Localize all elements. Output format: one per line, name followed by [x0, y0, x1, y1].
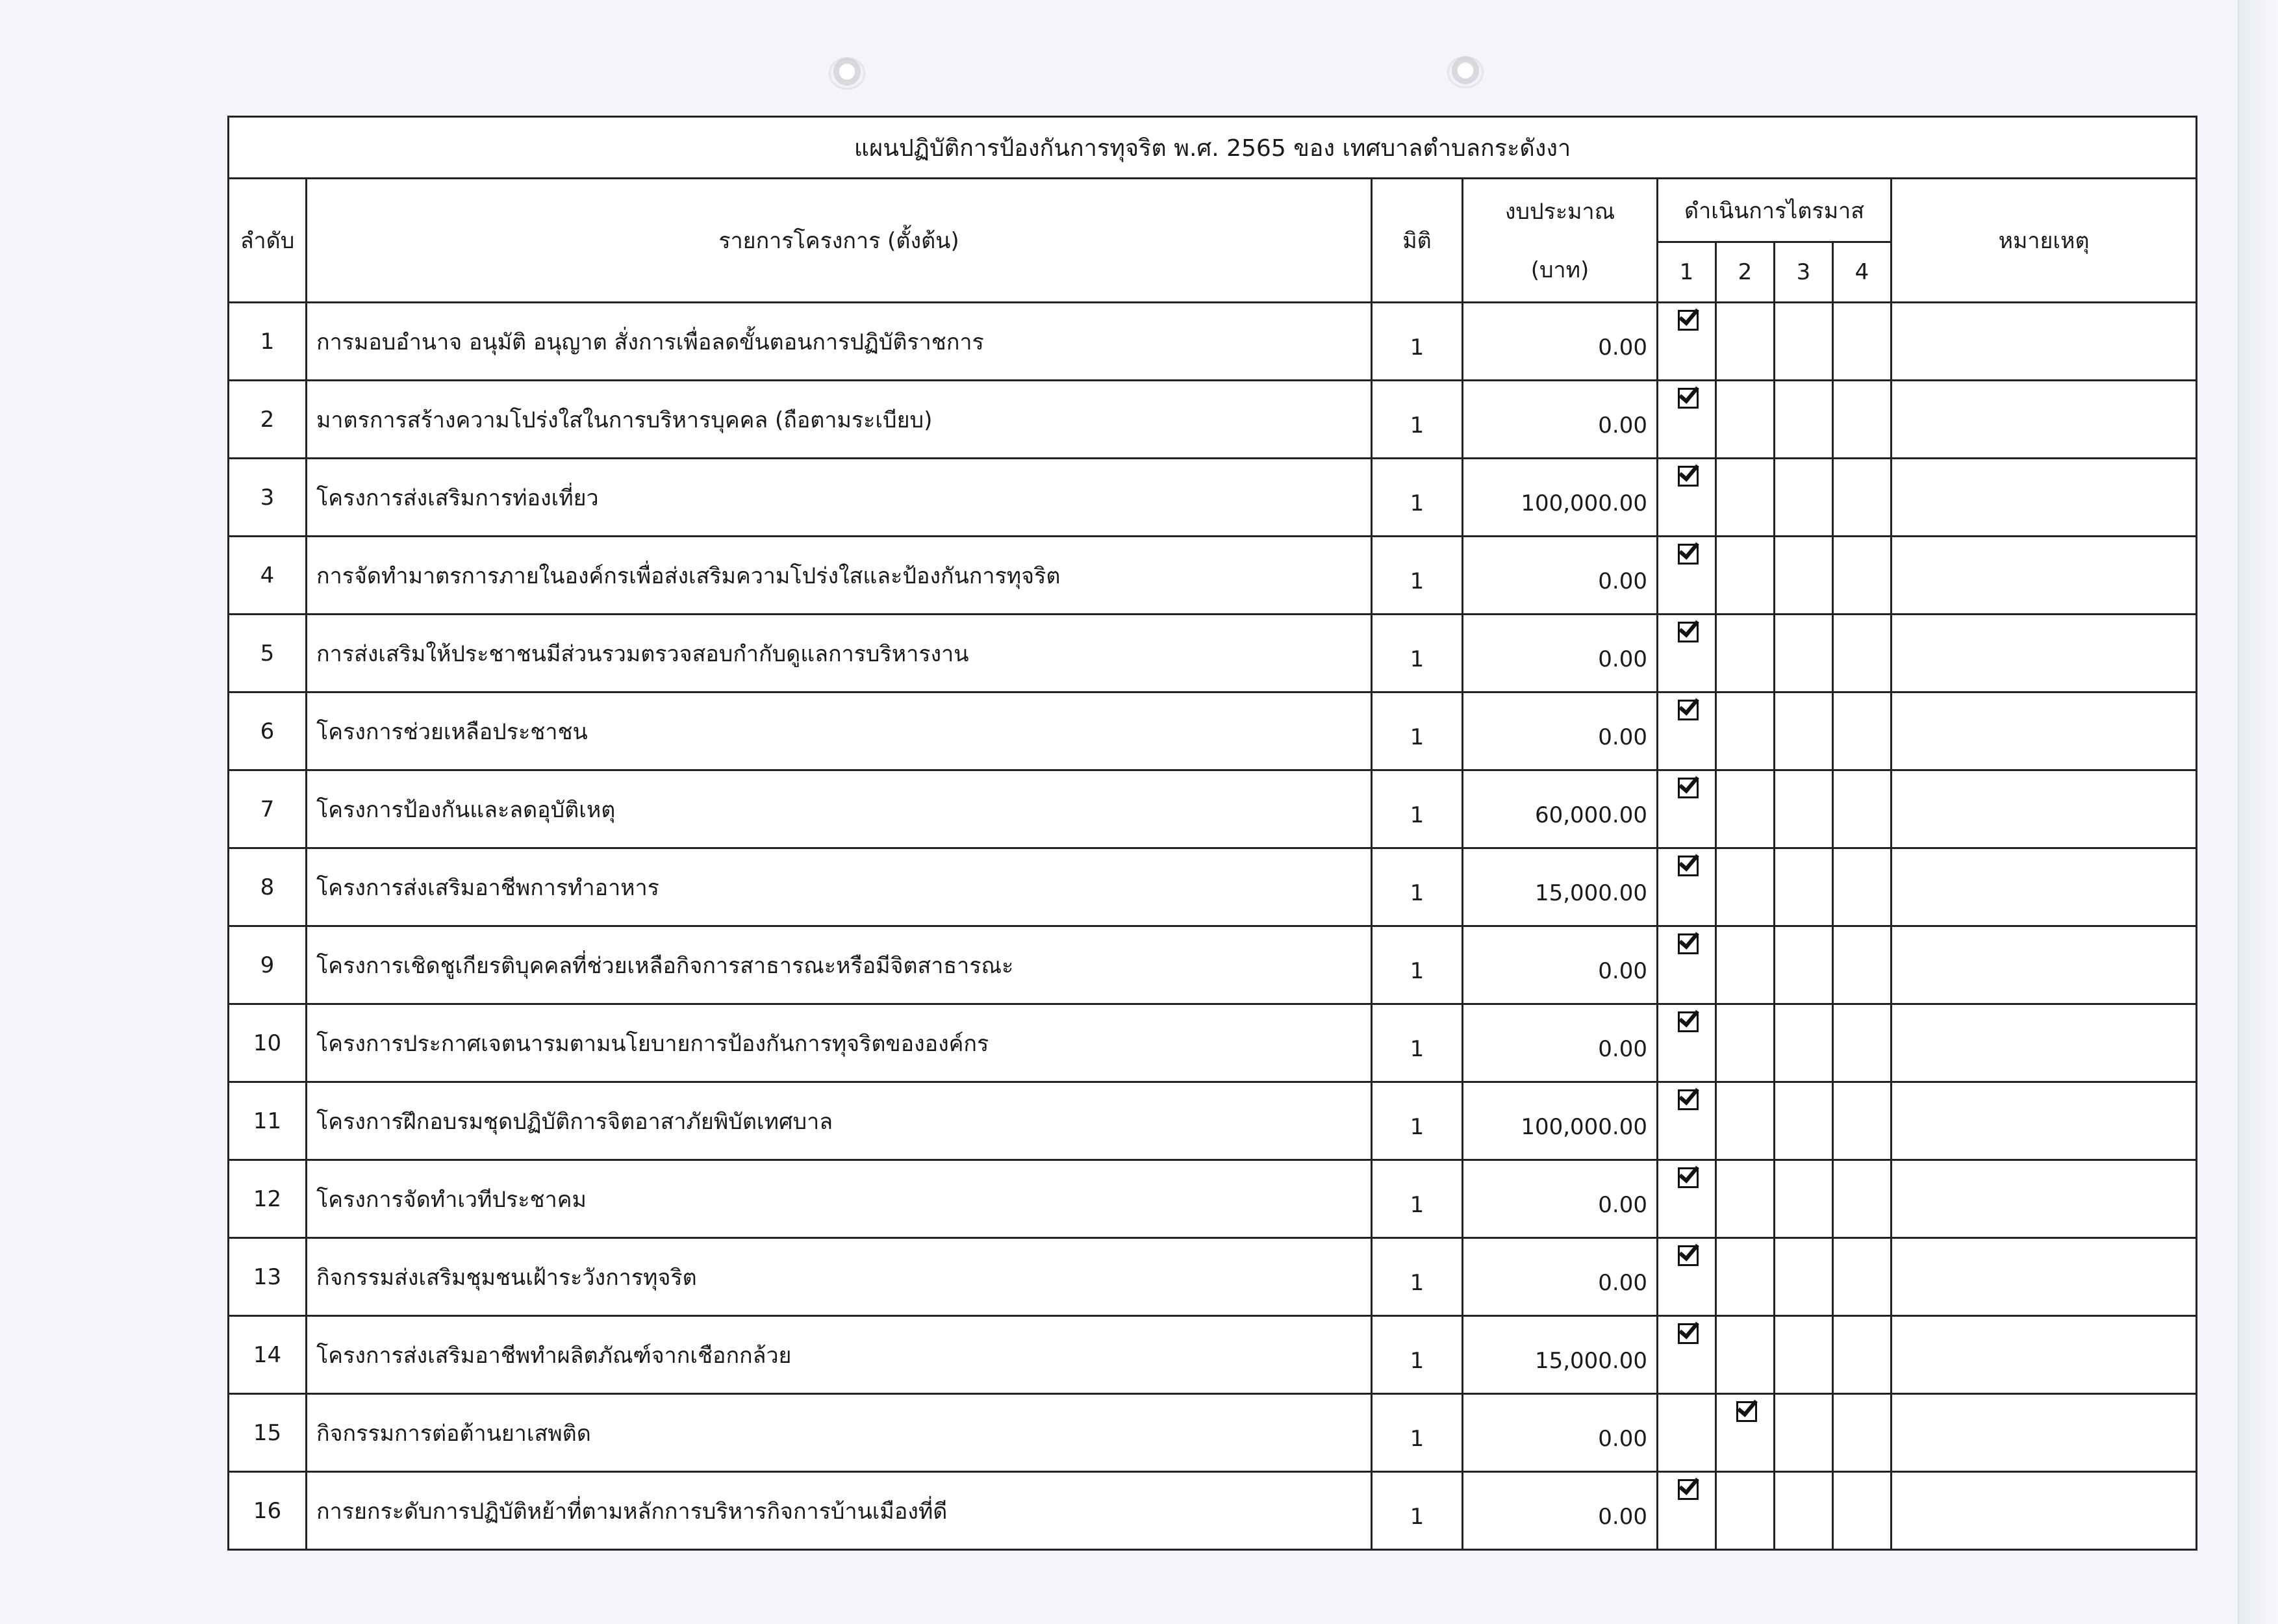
table-row — [229, 1004, 2197, 1082]
row-remark — [1892, 1394, 2197, 1472]
checkmark-icon — [1678, 1089, 1699, 1110]
table-row — [229, 459, 2197, 537]
row-quarter-4 — [1833, 459, 1892, 537]
checkmark-icon — [1678, 1167, 1699, 1188]
row-quarter-2 — [1716, 615, 1775, 692]
checkmark-icon — [1678, 466, 1699, 487]
checkmark-icon — [1678, 622, 1699, 642]
header-order: ลำดับ — [229, 179, 307, 303]
row-project-name: โครงการเชิดชูเกียรติบุคคลที่ช่วยเหลือกิจการสาธารณะหรือมีจิตสาธารณะ — [307, 926, 1372, 1004]
row-quarter-2 — [1716, 770, 1775, 848]
header-budget-line1: งบประมาณ — [1504, 199, 1615, 225]
row-order: 11 — [229, 1082, 307, 1160]
row-project-name: กิจกรรมส่งเสริมชุมชนเฝ้าระวังการทุจริต — [307, 1238, 1372, 1316]
row-quarter-4 — [1833, 1394, 1892, 1472]
row-quarter-2 — [1716, 459, 1775, 537]
row-dimension: 1 — [1372, 537, 1463, 615]
row-quarter-3 — [1775, 848, 1833, 926]
header-budget — [1463, 179, 1658, 303]
row-dimension: 1 — [1372, 1316, 1463, 1394]
row-quarter-2 — [1716, 1472, 1775, 1550]
table-row — [229, 770, 2197, 848]
row-quarter-4 — [1833, 1316, 1892, 1394]
row-quarter-1 — [1658, 459, 1716, 537]
row-quarter-3 — [1775, 692, 1833, 770]
row-project-name: โครงการฝึกอบรมชุดปฏิบัติการจิตอาสาภัยพิบัตเทศบาล — [307, 1082, 1372, 1160]
row-quarter-2 — [1716, 1394, 1775, 1472]
header-budget-line2: (บาท) — [1530, 257, 1589, 283]
table-row — [229, 303, 2197, 381]
row-order: 1 — [229, 303, 307, 381]
row-dimension: 1 — [1372, 1472, 1463, 1550]
row-budget: 60,000.00 — [1463, 770, 1658, 848]
row-project-name: กิจกรรมการต่อต้านยาเสพติด — [307, 1394, 1372, 1472]
row-project-name: โครงการจัดทำเวทีประชาคม — [307, 1160, 1372, 1238]
checkmark-icon — [1678, 544, 1699, 565]
row-remark — [1892, 615, 2197, 692]
row-order: 9 — [229, 926, 307, 1004]
paper-edge — [2238, 0, 2278, 1624]
row-quarter-4 — [1833, 692, 1892, 770]
row-order: 16 — [229, 1472, 307, 1550]
row-quarter-4 — [1833, 381, 1892, 459]
row-order: 6 — [229, 692, 307, 770]
row-quarter-3 — [1775, 303, 1833, 381]
row-remark — [1892, 1238, 2197, 1316]
row-project-name: โครงการป้องกันและลดอุบัติเหตุ — [307, 770, 1372, 848]
row-quarter-4 — [1833, 615, 1892, 692]
table-row — [229, 1394, 2197, 1472]
row-project-name: การมอบอำนาจ อนุมัติ อนุญาต สั่งการเพื่อลดขั้นตอนการปฏิบัติราชการ — [307, 303, 1372, 381]
row-dimension: 1 — [1372, 459, 1463, 537]
checkmark-icon — [1678, 1323, 1699, 1344]
row-budget: 0.00 — [1463, 1160, 1658, 1238]
header-quarter: ดำเนินการไตรมาส — [1658, 179, 1892, 242]
row-quarter-2 — [1716, 537, 1775, 615]
row-remark — [1892, 770, 2197, 848]
row-budget: 0.00 — [1463, 303, 1658, 381]
table-body — [229, 303, 2197, 1550]
row-quarter-1 — [1658, 1004, 1716, 1082]
row-quarter-3 — [1775, 537, 1833, 615]
header-q4: 4 — [1833, 242, 1892, 303]
row-project-name: การจัดทำมาตรการภายในองค์กรเพื่อส่งเสริมความโปร่งใสและป้องกันการทุจริต — [307, 537, 1372, 615]
table-row — [229, 537, 2197, 615]
row-quarter-2 — [1716, 1238, 1775, 1316]
row-remark — [1892, 459, 2197, 537]
row-project-name: โครงการส่งเสริมอาชีพการทำอาหาร — [307, 848, 1372, 926]
row-budget: 100,000.00 — [1463, 1082, 1658, 1160]
row-budget: 0.00 — [1463, 926, 1658, 1004]
header-remark: หมายเหตุ — [1892, 179, 2197, 303]
row-remark — [1892, 1082, 2197, 1160]
row-budget: 0.00 — [1463, 1472, 1658, 1550]
header-project: รายการโครงการ (ตั้งต้น) — [307, 179, 1372, 303]
row-quarter-3 — [1775, 1160, 1833, 1238]
row-dimension: 1 — [1372, 303, 1463, 381]
row-dimension: 1 — [1372, 1082, 1463, 1160]
row-quarter-2 — [1716, 303, 1775, 381]
checkmark-icon — [1678, 1479, 1699, 1500]
row-quarter-1 — [1658, 770, 1716, 848]
row-order: 4 — [229, 537, 307, 615]
row-budget: 0.00 — [1463, 381, 1658, 459]
row-remark — [1892, 303, 2197, 381]
row-quarter-4 — [1833, 1082, 1892, 1160]
row-budget: 0.00 — [1463, 1238, 1658, 1316]
row-quarter-3 — [1775, 1394, 1833, 1472]
row-remark — [1892, 1472, 2197, 1550]
row-quarter-2 — [1716, 848, 1775, 926]
row-quarter-3 — [1775, 615, 1833, 692]
checkmark-icon — [1678, 700, 1699, 720]
row-quarter-2 — [1716, 926, 1775, 1004]
row-quarter-4 — [1833, 1238, 1892, 1316]
table-row — [229, 848, 2197, 926]
row-quarter-1 — [1658, 1160, 1716, 1238]
row-remark — [1892, 537, 2197, 615]
row-quarter-2 — [1716, 1082, 1775, 1160]
row-dimension: 1 — [1372, 1394, 1463, 1472]
row-quarter-1 — [1658, 537, 1716, 615]
row-remark — [1892, 848, 2197, 926]
table-row — [229, 692, 2197, 770]
table-row — [229, 1082, 2197, 1160]
row-remark — [1892, 926, 2197, 1004]
row-quarter-3 — [1775, 1472, 1833, 1550]
row-dimension: 1 — [1372, 1004, 1463, 1082]
row-remark — [1892, 1316, 2197, 1394]
row-quarter-2 — [1716, 1004, 1775, 1082]
row-project-name: การยกระดับการปฏิบัติหย้าที่ตามหลักการบริหารกิจการบ้านเมืองที่ดี — [307, 1472, 1372, 1550]
table-row — [229, 1160, 2197, 1238]
row-order: 7 — [229, 770, 307, 848]
row-quarter-4 — [1833, 1472, 1892, 1550]
row-quarter-3 — [1775, 459, 1833, 537]
row-order: 13 — [229, 1238, 307, 1316]
punch-hole-right — [1447, 56, 1484, 88]
row-quarter-4 — [1833, 770, 1892, 848]
checkmark-icon — [1678, 1245, 1699, 1266]
row-quarter-4 — [1833, 848, 1892, 926]
row-quarter-2 — [1716, 381, 1775, 459]
row-budget: 0.00 — [1463, 615, 1658, 692]
row-order: 8 — [229, 848, 307, 926]
row-quarter-4 — [1833, 1160, 1892, 1238]
row-dimension: 1 — [1372, 926, 1463, 1004]
checkmark-icon — [1736, 1401, 1757, 1422]
punch-hole-left — [829, 57, 865, 90]
row-remark — [1892, 1160, 2197, 1238]
table-row — [229, 381, 2197, 459]
row-quarter-3 — [1775, 926, 1833, 1004]
checkmark-icon — [1678, 933, 1699, 954]
action-plan-table — [227, 116, 2197, 1551]
header-q1: 1 — [1658, 242, 1716, 303]
row-quarter-2 — [1716, 1316, 1775, 1394]
table-row — [229, 926, 2197, 1004]
row-remark — [1892, 1004, 2197, 1082]
checkmark-icon — [1678, 856, 1699, 876]
row-quarter-2 — [1716, 692, 1775, 770]
row-quarter-1 — [1658, 692, 1716, 770]
row-remark — [1892, 692, 2197, 770]
row-quarter-1 — [1658, 1472, 1716, 1550]
row-project-name: การส่งเสริมให้ประชาชนมีส่วนรวมตรวจสอบกำกับดูแลการบริหารงาน — [307, 615, 1372, 692]
header-q3: 3 — [1775, 242, 1833, 303]
row-quarter-3 — [1775, 1238, 1833, 1316]
row-dimension: 1 — [1372, 848, 1463, 926]
row-budget: 15,000.00 — [1463, 1316, 1658, 1394]
table-row — [229, 1316, 2197, 1394]
row-project-name: โครงการประกาศเจตนารมตามนโยบายการป้องกันการทุจริตขององค์กร — [307, 1004, 1372, 1082]
header-q2: 2 — [1716, 242, 1775, 303]
checkmark-icon — [1678, 310, 1699, 331]
row-order: 14 — [229, 1316, 307, 1394]
row-quarter-2 — [1716, 1160, 1775, 1238]
row-quarter-1 — [1658, 303, 1716, 381]
row-quarter-3 — [1775, 770, 1833, 848]
table-title: แผนปฏิบัติการป้องกันการทุจริต พ.ศ. 2565 ของ เทศบาลตำบลกระดังงา — [229, 117, 2197, 179]
row-budget: 100,000.00 — [1463, 459, 1658, 537]
row-quarter-1 — [1658, 615, 1716, 692]
row-order: 2 — [229, 381, 307, 459]
checkmark-icon — [1678, 778, 1699, 798]
row-budget: 15,000.00 — [1463, 848, 1658, 926]
checkmark-icon — [1678, 388, 1699, 409]
row-order: 12 — [229, 1160, 307, 1238]
row-remark — [1892, 381, 2197, 459]
row-project-name: โครงการส่งเสริมการท่องเที่ยว — [307, 459, 1372, 537]
row-dimension: 1 — [1372, 615, 1463, 692]
row-quarter-3 — [1775, 1316, 1833, 1394]
row-quarter-4 — [1833, 537, 1892, 615]
row-project-name: โครงการส่งเสริมอาชีพทำผลิตภัณฑ์จากเชือกกล้วย — [307, 1316, 1372, 1394]
row-dimension: 1 — [1372, 1160, 1463, 1238]
row-quarter-4 — [1833, 303, 1892, 381]
row-quarter-3 — [1775, 381, 1833, 459]
table-row — [229, 615, 2197, 692]
row-project-name: โครงการช่วยเหลือประชาชน — [307, 692, 1372, 770]
table-row — [229, 1472, 2197, 1550]
row-dimension: 1 — [1372, 1238, 1463, 1316]
row-quarter-1 — [1658, 848, 1716, 926]
row-order: 3 — [229, 459, 307, 537]
checkmark-icon — [1678, 1011, 1699, 1032]
row-quarter-1 — [1658, 1316, 1716, 1394]
row-dimension: 1 — [1372, 770, 1463, 848]
row-quarter-1 — [1658, 1238, 1716, 1316]
row-order: 5 — [229, 615, 307, 692]
row-quarter-1 — [1658, 926, 1716, 1004]
row-project-name: มาตรการสร้างความโปร่งใสในการบริหารบุคคล (ถือตามระเบียบ) — [307, 381, 1372, 459]
row-order: 15 — [229, 1394, 307, 1472]
row-dimension: 1 — [1372, 692, 1463, 770]
row-quarter-4 — [1833, 1004, 1892, 1082]
row-quarter-1 — [1658, 1082, 1716, 1160]
row-quarter-1 — [1658, 381, 1716, 459]
row-dimension: 1 — [1372, 381, 1463, 459]
row-quarter-3 — [1775, 1004, 1833, 1082]
row-quarter-3 — [1775, 1082, 1833, 1160]
row-order: 10 — [229, 1004, 307, 1082]
row-budget: 0.00 — [1463, 1004, 1658, 1082]
row-quarter-4 — [1833, 926, 1892, 1004]
row-budget: 0.00 — [1463, 692, 1658, 770]
row-budget: 0.00 — [1463, 1394, 1658, 1472]
row-quarter-1 — [1658, 1394, 1716, 1472]
header-dimension: มิติ — [1372, 179, 1463, 303]
row-budget: 0.00 — [1463, 537, 1658, 615]
table-row — [229, 1238, 2197, 1316]
